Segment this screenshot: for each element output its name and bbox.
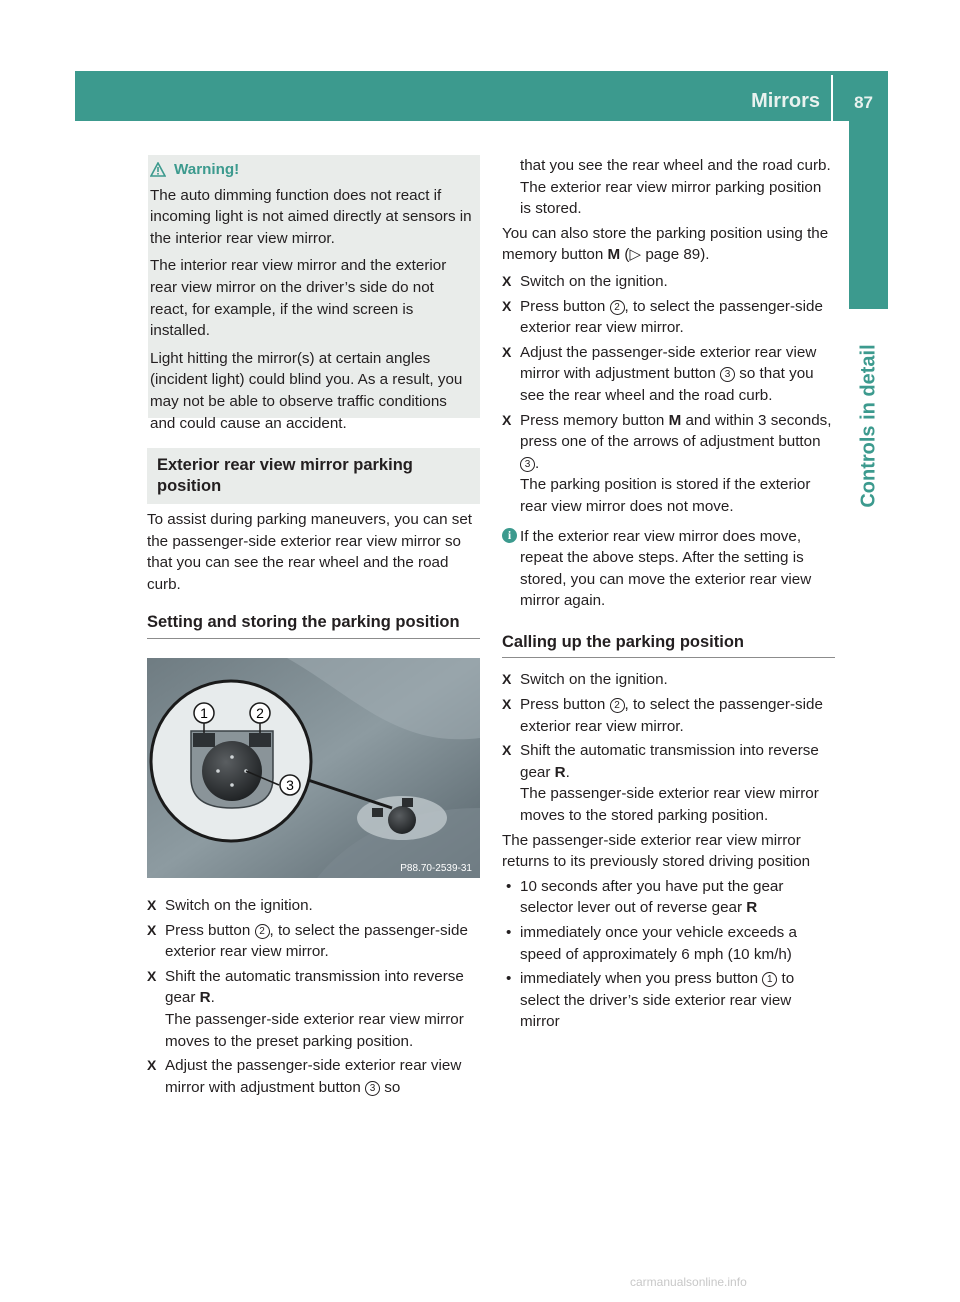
list-item (147, 920, 480, 963)
button-2-ref: 2 (255, 924, 270, 939)
step-text: and within 3 seconds, press one of the arrows of adjustment button (520, 411, 832, 451)
bullet-text: immediately once your vehicle exceeds a speed of approximately 6 mph (10 km/h) (520, 924, 797, 963)
header-title: Mirrors (751, 90, 820, 112)
step-result: The passenger-side exterior rear view mirror moves to the stored parking position. (520, 785, 819, 825)
left-column (147, 155, 480, 1098)
continued-step (502, 155, 835, 220)
list-item (502, 342, 835, 407)
memory-note (502, 223, 835, 266)
page-number: 87 (854, 93, 873, 112)
memory-button-ref: M (668, 411, 682, 429)
step-text: , to select the passenger-side exterior rear view mirror. (520, 297, 823, 337)
return-conditions-intro: The passenger-side exterior rear view mirror returns to its previously stored driving position (502, 831, 811, 871)
step-marker: X (147, 921, 157, 938)
gear-r: R (199, 989, 211, 1007)
step-result: The parking position is stored if the exterior rear view mirror does not move. (520, 476, 811, 515)
step-text: . (210, 989, 215, 1007)
warning-paragraph: The interior rear view mirror and the exterior rear view mirror on the driver’s side do not react, for example, if the wind screen is installed. (150, 257, 447, 340)
step-text: Adjust the passenger-side exterior rear view mirror with adjustment button (165, 1057, 462, 1096)
info-note (502, 526, 835, 612)
step-marker: X (502, 411, 512, 428)
side-tab-label: Controls in detail (857, 344, 880, 508)
step-result: The passenger-side exterior rear view mirror moves to the preset parking position. (165, 1010, 464, 1050)
step-text: . (535, 454, 540, 472)
gear-r: R (554, 763, 566, 781)
step-text: Switch on the ignition. (165, 896, 313, 914)
info-icon: i (502, 528, 517, 543)
list-item (502, 694, 835, 737)
illustration-graphic (147, 658, 480, 878)
memory-text: You can also store the parking position using the memory button (502, 224, 829, 264)
subheading-setting: Setting and storing the parking position (147, 612, 480, 639)
list-item (502, 922, 835, 965)
bullet-marker: • (506, 877, 512, 895)
step-marker: X (502, 297, 512, 314)
step-text: Shift the automatic transmission into reverse gear (165, 967, 464, 1007)
info-text: If the exterior rear view mirror does move, repeat the above steps. After the setting is stored, you can move the exterior rear view mirror again. (520, 527, 812, 610)
list-item (502, 740, 835, 826)
step-marker: X (147, 896, 157, 913)
list-item (502, 296, 835, 339)
button-1-ref: 1 (762, 972, 777, 987)
bullet-text: to select the driver’s side exterior rear view mirror (520, 970, 795, 1031)
warning-title: Warning! (174, 161, 240, 178)
warning-box (148, 155, 480, 432)
list-item (502, 968, 835, 1033)
step-marker: X (147, 967, 157, 984)
side-tab-block (849, 121, 888, 309)
warning-triangle-icon (150, 162, 166, 177)
right-column (502, 155, 835, 1033)
step-text: Switch on the ignition. (520, 272, 668, 290)
step-text: , to select the passenger-side exterior rear view mirror. (520, 696, 823, 735)
section-heading: Exterior rear view mirror parking position (147, 448, 480, 504)
list-item (502, 876, 835, 919)
step-text: Switch on the ignition. (520, 671, 668, 689)
button-3-ref: 3 (520, 457, 535, 472)
step-text: Press button (165, 921, 255, 939)
step-text: Press memory button (520, 411, 669, 429)
list-item (147, 966, 480, 1052)
bullet-text: immediately when you press button (520, 970, 763, 988)
label-2: 2 (256, 704, 264, 721)
step-marker: X (502, 671, 512, 688)
side-tab (851, 317, 887, 535)
list-item (147, 895, 480, 917)
gear-r: R (746, 899, 758, 917)
setting-steps-left (147, 895, 480, 1098)
step-text: , to select the passenger-side exterior rear view mirror. (165, 921, 468, 961)
mirror-control-illustration (147, 658, 480, 878)
step-text: Adjust the passenger-side exterior rear view mirror with adjustment button (520, 343, 817, 383)
warning-heading (150, 159, 474, 181)
step-text: that you see the rear wheel and the road curb. (520, 157, 831, 174)
step-marker: X (502, 696, 512, 713)
warning-paragraph: The auto dimming function does not react if incoming light is not aimed directly at sensors in the interior rear view mirror. (150, 186, 472, 247)
step-result: The exterior rear view mirror parking position is stored. (520, 178, 822, 218)
subheading-calling: Calling up the parking position (502, 632, 835, 659)
list-item (502, 410, 835, 518)
button-2-ref: 2 (610, 698, 625, 713)
footer-watermark: carmanualsonline.info (630, 1275, 747, 1289)
page-reference: (▷ page 89). (620, 246, 710, 264)
image-code: P88.70-2539-31 (400, 862, 472, 874)
label-1: 1 (200, 704, 208, 721)
bullet-marker: • (506, 970, 512, 988)
step-marker: X (502, 742, 512, 759)
step-text: Press button (520, 696, 610, 714)
label-3: 3 (286, 776, 294, 793)
step-text: Shift the automatic transmission into reverse gear (520, 742, 819, 781)
page-header (75, 71, 888, 121)
button-2-ref: 2 (610, 300, 625, 315)
step-text: so that you see the rear wheel and the road curb. (520, 365, 814, 404)
step-marker: X (147, 1057, 157, 1074)
header-divider (831, 75, 833, 121)
button-3-ref: 3 (720, 367, 735, 382)
step-marker: X (502, 343, 512, 360)
warning-paragraph: Light hitting the mirror(s) at certain angles (incident light) could blind you. As a result, you may not be able to observe traffic conditions and could cause an accident. (150, 349, 463, 432)
step-text: Press button (520, 297, 610, 315)
calling-steps (502, 669, 835, 826)
memory-button-ref: M (607, 246, 621, 264)
bullet-marker: • (506, 924, 512, 941)
list-item (502, 271, 835, 293)
step-text: so (380, 1078, 401, 1096)
step-marker: X (502, 272, 512, 289)
step-text: . (565, 763, 570, 781)
section-intro: To assist during parking maneuvers, you can set the passenger-side exterior rear view mirror so that you can see the rear wheel and the road curb. (147, 511, 473, 593)
button-3-ref: 3 (365, 1081, 380, 1096)
bullet-text: 10 seconds after you have put the gear selector lever out of reverse gear (520, 877, 784, 917)
list-item (147, 1055, 480, 1098)
list-item (502, 669, 835, 691)
